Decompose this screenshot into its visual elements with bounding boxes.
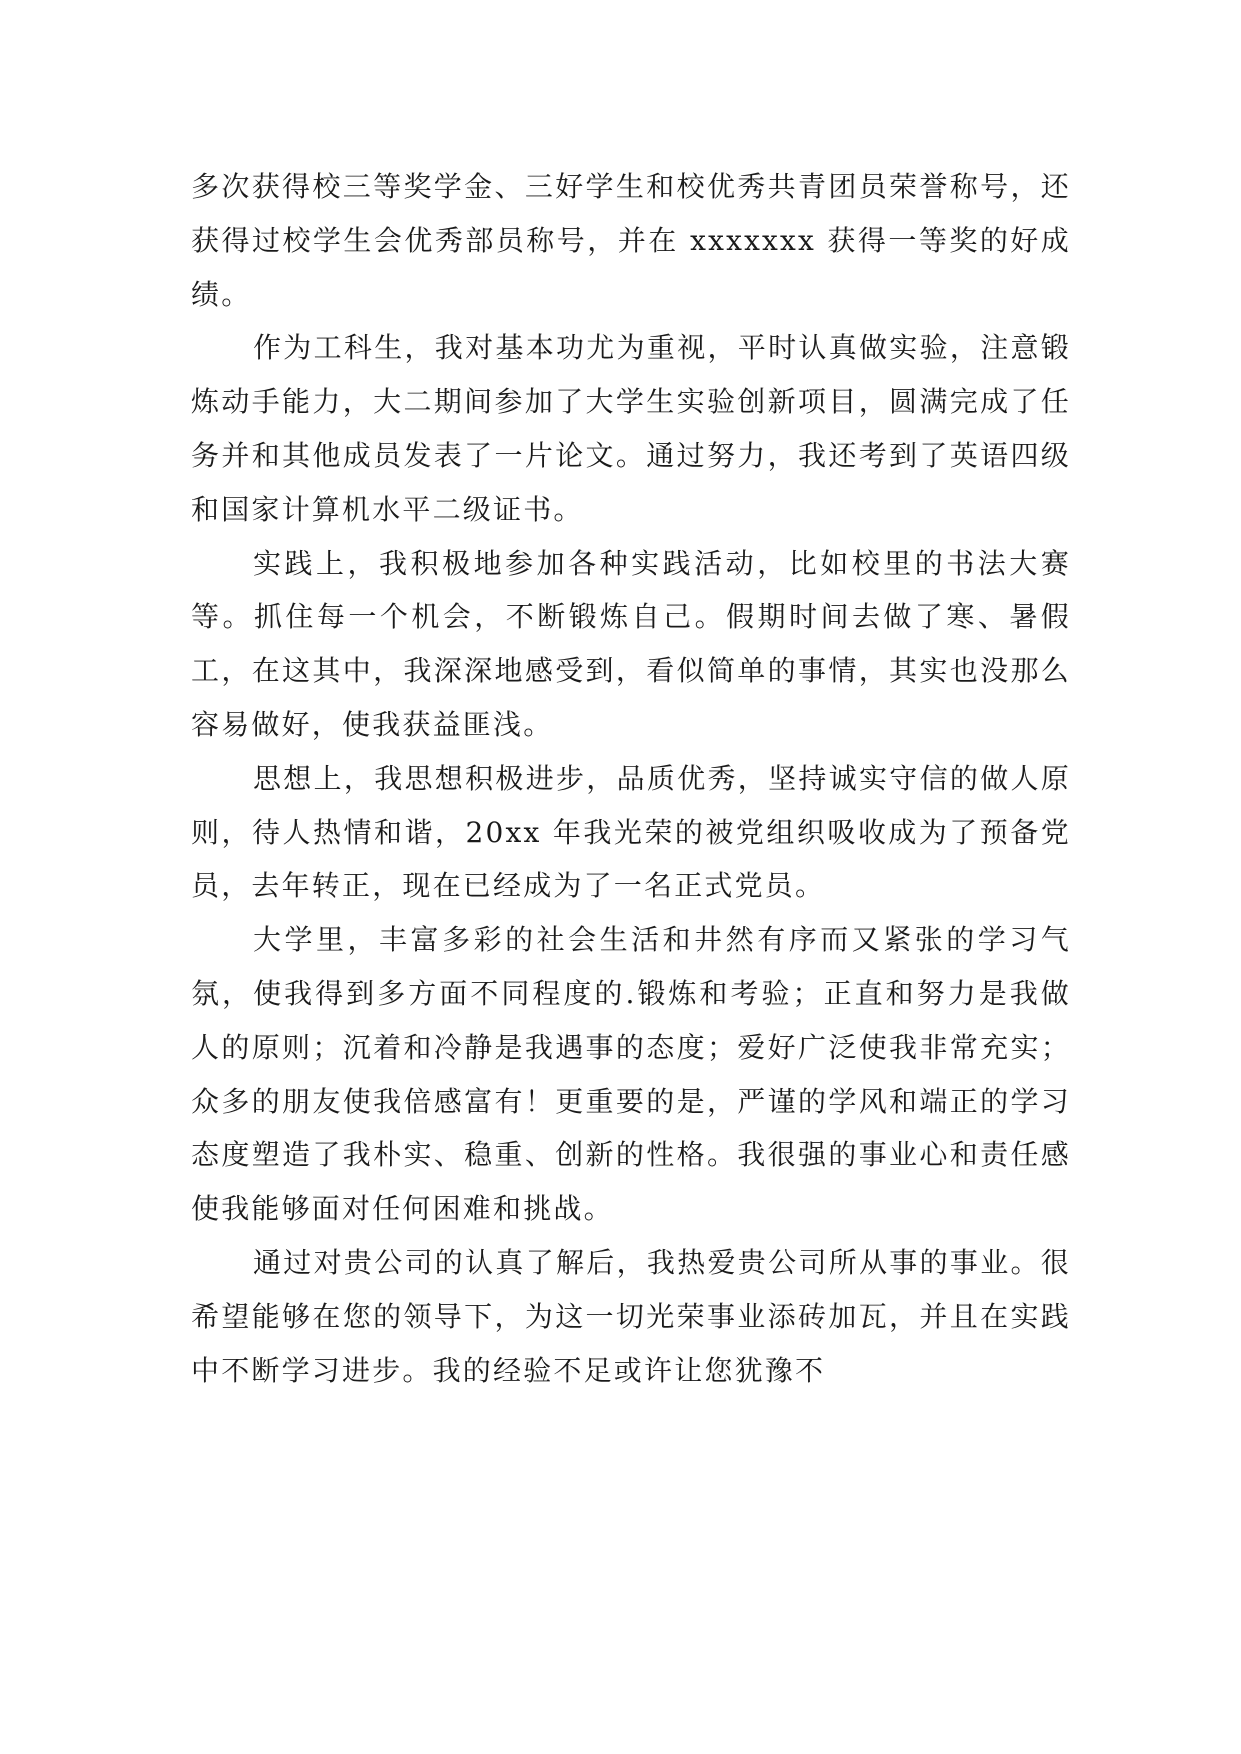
document-body bbox=[191, 160, 1071, 1397]
paragraph-company-interest: 通过对贵公司的认真了解后，我热爱贵公司所从事的事业。很希望能够在您的领导下，为这一切光荣事业添砖加瓦，并且在实践中不断学习进步。我的经验不足或许让您犹豫不 bbox=[191, 1245, 1071, 1387]
paragraph-university-life: 大学里，丰富多彩的社会生活和井然有序而又紧张的学习气氛，使我得到多方面不同程度的.锻炼和考验；正直和努力是我做人的原则；沉着和冷静是我遇事的态度；爱好广泛使我非常充实；众多的朋友使我倍感富有！更重要的是，严谨的学风和端正的学习态度塑造了我朴实、稳重、创新的性格。我很强的事业心和责任感使我能够面对任何困难和挑战。 bbox=[191, 923, 1071, 1226]
paragraph-ideology: 思想上，我思想积极进步，品质优秀，坚持诚实守信的做人原则，待人热情和谐，20xx 年我光荣的被党组织吸收成为了预备党员，去年转正，现在已经成为了一名正式党员。 bbox=[191, 761, 1071, 903]
paragraph-academics: 作为工科生，我对基本功尤为重视，平时认真做实验，注意锻炼动手能力，大二期间参加了大学生实验创新项目，圆满完成了任务并和其他成员发表了一片论文。通过努力，我还考到了英语四级和国家计算机水平二级证书。 bbox=[191, 331, 1071, 526]
paragraph-practice: 实践上，我积极地参加各种实践活动，比如校里的书法大赛等。抓住每一个机会，不断锻炼自己。假期时间去做了寒、暑假工，在这其中，我深深地感受到，看似简单的事情，其实也没那么容易做好，使我获益匪浅。 bbox=[191, 546, 1071, 741]
paragraph-awards: 多次获得校三等奖学金、三好学生和校优秀共青团员荣誉称号，还获得过校学生会优秀部员称号，并在 xxxxxxx 获得一等奖的好成绩。 bbox=[191, 170, 1071, 311]
